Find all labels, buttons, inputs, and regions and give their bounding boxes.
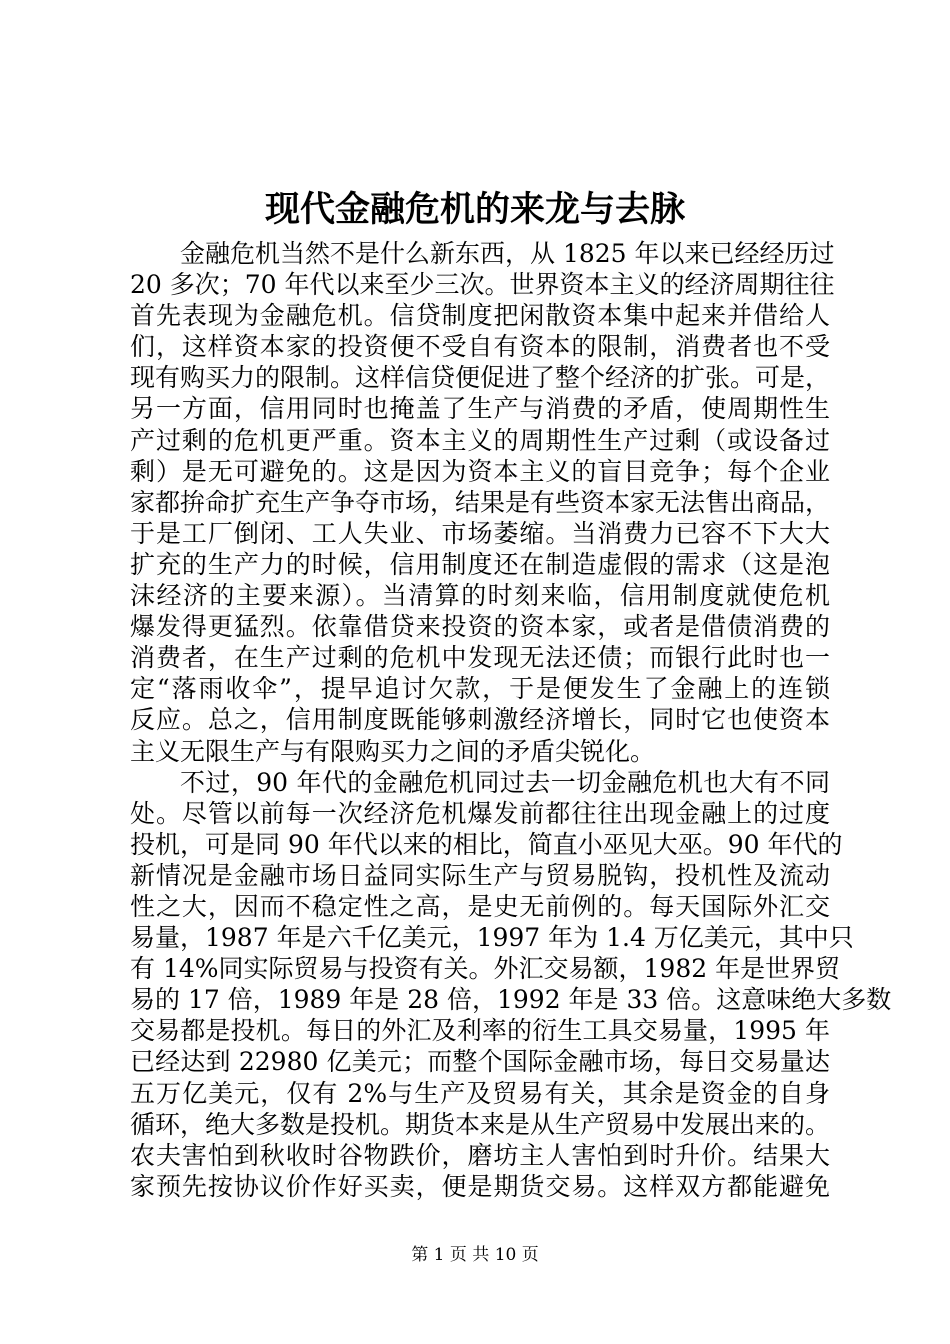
text-line: 主义无限生产与有限购买力之间的矛盾尖锐化。 bbox=[130, 736, 656, 766]
text-line: 已经达到 22980 亿美元；而整个国际金融市场，每日交易量达 bbox=[130, 1047, 830, 1077]
text-line: 定“落雨收伞”，提早追讨欠款，于是便发生了金融上的连锁 bbox=[130, 674, 830, 704]
text-line: 金融危机当然不是什么新东西，从 1825 年以来已经经历过 bbox=[180, 239, 835, 268]
text-line: 易量，1987 年是六千亿美元，1997 年为 1.4 万亿美元，其中只 bbox=[130, 923, 854, 953]
text-line: 性之大，因而不稳定性之高，是史无前例的。每天国际外汇交 bbox=[130, 891, 830, 921]
text-line: 现有购买力的限制。这样信贷便促进了整个经济的扩张。可是， bbox=[130, 363, 831, 393]
document-body bbox=[130, 238, 892, 1202]
text-line: 投机，可是同 90 年代以来的相比，简直小巫见大巫。90 年代的 bbox=[130, 829, 843, 859]
text-line: 扩充的生产力的时候，信用制度还在制造虚假的需求（这是泡 bbox=[130, 549, 830, 579]
text-line: 产过剩的危机更严重。资本主义的周期性生产过剩（或设备过 bbox=[130, 425, 830, 455]
text-line: 们，这样资本家的投资便不受自有资本的限制，消费者也不受 bbox=[130, 332, 830, 362]
text-line: 爆发得更猛烈。依靠借贷来投资的资本家，或者是借债消费的 bbox=[130, 612, 830, 642]
text-line: 剩）是无可避免的。这是因为资本主义的盲目竞争；每个企业 bbox=[130, 456, 830, 486]
text-line: 首先表现为金融危机。信贷制度把闲散资本集中起来并借给人 bbox=[130, 301, 830, 331]
text-line: 循环，绝大多数是投机。期货本来是从生产贸易中发展出来的。 bbox=[130, 1109, 831, 1139]
paragraph-2 bbox=[130, 767, 892, 1202]
text-line: 另一方面，信用同时也掩盖了生产与消费的矛盾，使周期性生 bbox=[130, 394, 830, 424]
text-line: 家预先按协议价作好买卖，便是期货交易。这样双方都能避免 bbox=[130, 1171, 830, 1201]
text-line: 于是工厂倒闭、工人失业、市场萎缩。当消费力已容不下大大 bbox=[130, 518, 830, 548]
text-line: 消费者，在生产过剩的危机中发现无法还债；而银行此时也一 bbox=[130, 643, 830, 673]
text-line: 不过，90 年代的金融危机同过去一切金融危机也大有不同 bbox=[180, 767, 830, 797]
text-line: 五万亿美元，仅有 2%与生产及贸易有关，其余是资金的自身 bbox=[130, 1078, 830, 1108]
document-title: 现代金融危机的来龙与去脉 bbox=[264, 189, 685, 230]
text-line: 处。尽管以前每一次经济危机爆发前都往往出现金融上的过度 bbox=[130, 798, 830, 828]
text-line: 农夫害怕到秋收时谷物跌价，磨坊主人害怕到时升价。结果大 bbox=[130, 1140, 830, 1170]
text-line: 有 14%同实际贸易与投资有关。外汇交易额，1982 年是世界贸 bbox=[130, 954, 841, 984]
text-line: 沫经济的主要来源）。当清算的时刻来临，信用制度就使危机 bbox=[130, 581, 830, 611]
paragraph-1 bbox=[130, 238, 835, 767]
text-line: 新情况是金融市场日益同实际生产与贸易脱钩，投机性及流动 bbox=[130, 860, 830, 890]
page-number-footer: 第 1 页 共 10 页 bbox=[411, 1245, 539, 1265]
text-line: 反应。总之，信用制度既能够刺激经济增长，同时它也使资本 bbox=[130, 705, 830, 735]
text-line: 家都拚命扩充生产争夺市场，结果是有些资本家无法售出商品， bbox=[130, 487, 831, 517]
text-line: 交易都是投机。每日的外汇及利率的衍生工具交易量，1995 年 bbox=[130, 1016, 830, 1046]
text-line: 20 多次；70 年代以来至少三次。世界资本主义的经济周期往往 bbox=[130, 270, 835, 300]
text-line: 易的 17 倍，1989 年是 28 倍，1992 年是 33 倍。这意味绝大多数 bbox=[130, 985, 892, 1015]
